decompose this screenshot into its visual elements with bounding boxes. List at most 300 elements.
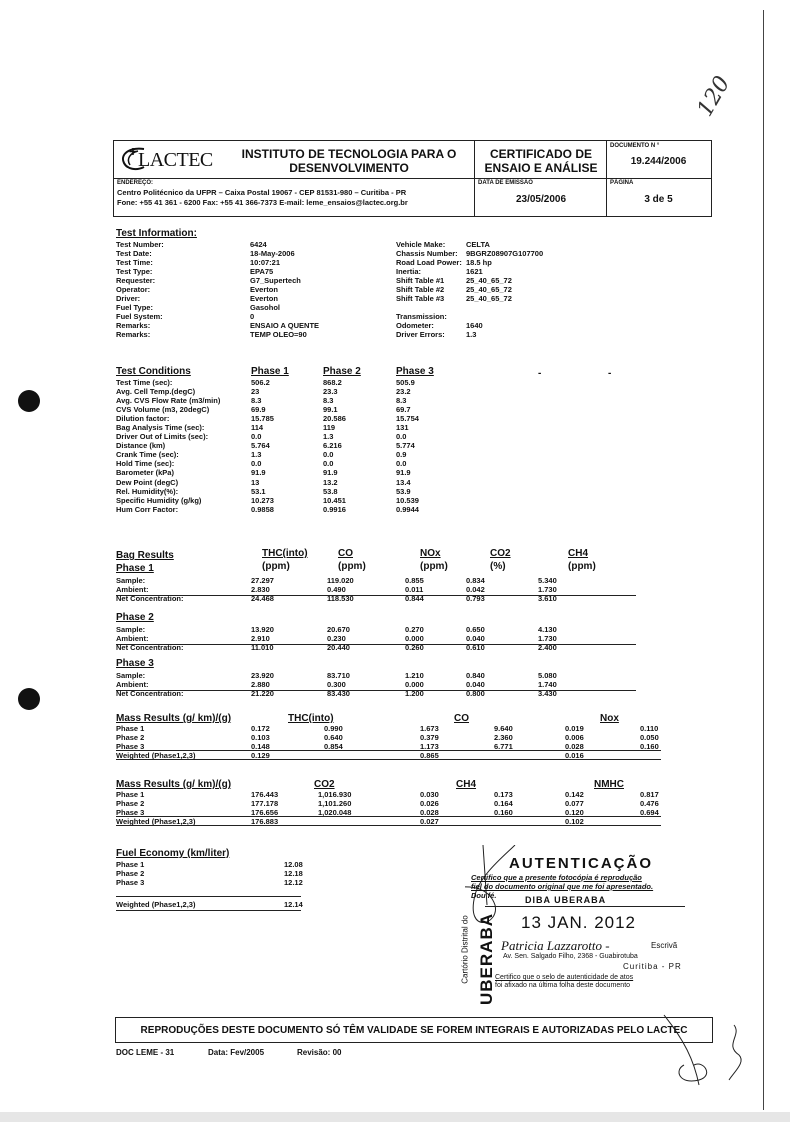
test-info-label: Odometer: xyxy=(396,321,434,331)
test-condition-value: 23.2 xyxy=(396,387,411,397)
test-condition-value: 1.3 xyxy=(323,432,334,442)
test-info-label: Vehicle Make: xyxy=(396,240,446,249)
bag-cell: 119.020 xyxy=(327,576,354,585)
test-condition-value: 13 xyxy=(251,477,260,487)
mass-column-header: Nox xyxy=(600,713,619,724)
fuel-economy-labels xyxy=(116,860,144,887)
institute-line-2: DESENVOLVIMENTO xyxy=(289,161,409,175)
mass-cell: 0.854 xyxy=(324,742,343,751)
mass-cell: 0.476 xyxy=(640,799,659,808)
test-condition-value: 91.9 xyxy=(251,468,266,478)
bag-phase-title: Phase 2 xyxy=(116,612,154,623)
mass-cell: 0.694 xyxy=(640,808,659,817)
test-condition-value: 10.539 xyxy=(396,495,419,505)
test-info-value: CELTA xyxy=(466,240,490,249)
mass-cell: 0.110 xyxy=(640,724,659,733)
test-condition-value: 53.8 xyxy=(323,486,338,496)
bag-cell: 24.468 xyxy=(251,594,274,603)
bag-cell: 0.834 xyxy=(466,576,485,585)
bag-cell: 0.800 xyxy=(466,689,485,698)
test-info-value: TEMP OLEO=90 xyxy=(250,330,307,340)
test-condition-value: 131 xyxy=(396,423,409,433)
test-info-label: Transmission: xyxy=(396,312,447,322)
mass-cell: 0.077 xyxy=(565,799,584,808)
test-condition-value: 15.754 xyxy=(396,414,419,424)
mass-row-label: Weighted (Phase1,2,3) xyxy=(116,817,196,826)
stamp-address: Av. Sen. Salgado Filho, 2368 - Guabirotuba xyxy=(503,953,638,960)
stamp-text-3: Dou fé. xyxy=(471,891,497,900)
mass-row-label: Weighted (Phase1,2,3) xyxy=(116,751,196,760)
mass-cell: 176.883 xyxy=(251,817,279,826)
address-line-1: Centro Politécnico da UFPR – Caixa Postal 19067 - CEP 81531-980 – Curitiba - PR xyxy=(117,188,407,197)
certificate-line-2: ENSAIO E ANÁLISE xyxy=(484,161,598,175)
bag-net-line xyxy=(116,644,636,645)
mass-cell: 0.102 xyxy=(565,817,584,826)
document-label: DOCUMENTO N ° xyxy=(610,143,660,149)
mass-cell: 177.178 xyxy=(251,799,279,808)
test-conditions-labels xyxy=(116,378,220,514)
bag-cell: 4.130 xyxy=(538,625,557,634)
stamp-title: AUTENTICAÇÃO xyxy=(509,855,653,872)
mass-cell: 0.103 xyxy=(251,733,270,742)
bag-cell: 118.530 xyxy=(327,594,354,603)
mass-cell: 176.656 xyxy=(251,808,279,817)
test-condition-label: Avg. CVS Flow Rate (m3/min) xyxy=(116,396,221,406)
bag-cell: 13.920 xyxy=(251,625,274,634)
mass-weighted-line-top xyxy=(116,816,661,817)
test-info-label: Remarks: xyxy=(116,330,151,340)
bag-cell: 1.210 xyxy=(405,671,424,680)
mass-cell: 1,016.930 xyxy=(318,790,352,799)
mass-row-label: Phase 1 xyxy=(116,790,145,799)
test-condition-label: Avg. Cell Temp.(degC) xyxy=(116,387,196,397)
page-label: PÁGINA xyxy=(610,180,634,186)
test-info-label xyxy=(396,303,462,312)
mass-cell: 0.026 xyxy=(420,799,439,808)
test-condition-label: Test Time (sec): xyxy=(116,378,173,387)
footer-date: Data: Fev/2005 xyxy=(208,1048,265,1057)
mass-cell: 9.640 xyxy=(494,724,513,733)
bag-column-unit: (ppm) xyxy=(262,561,290,572)
bag-column-header: THC(into) xyxy=(262,548,308,559)
mass-weighted-line-top xyxy=(116,750,661,751)
test-condition-value: 91.9 xyxy=(323,468,338,478)
test-info-value: 9BGRZ08907G107700 xyxy=(466,249,544,259)
stamp-place: DIBA UBERABA xyxy=(525,895,607,905)
bag-phase-title: Phase 1 xyxy=(116,563,154,574)
signature-bottom xyxy=(654,1010,764,1090)
test-info-value: 25_40_65_72 xyxy=(466,285,512,295)
fuel-economy-label: Phase 2 xyxy=(116,869,145,879)
mass-cell: 0.050 xyxy=(640,733,659,742)
bag-cell: 0.855 xyxy=(405,576,424,585)
phase-3-header: Phase 3 xyxy=(396,366,434,377)
mass-column-header: CO2 xyxy=(314,779,335,790)
bag-column-unit: (ppm) xyxy=(420,561,448,572)
scan-edge-line xyxy=(763,10,764,1110)
fuel-economy-values xyxy=(284,860,303,887)
test-condition-value: 69.9 xyxy=(251,405,266,415)
mass-cell: 0.142 xyxy=(565,790,584,799)
mass-row-label: Phase 3 xyxy=(116,742,145,751)
test-info-label: Fuel System: xyxy=(116,312,163,322)
mass-cell: 2.360 xyxy=(494,733,513,742)
test-info-title: Test Information: xyxy=(116,228,197,239)
mass-cell: 0.019 xyxy=(565,724,584,733)
test-condition-label: Specific Humidity (g/kg) xyxy=(116,495,202,505)
test-info-value: G7_Supertech xyxy=(250,276,301,286)
emission-date: 23/05/2006 xyxy=(515,194,567,205)
mass-column-header: NMHC xyxy=(594,779,624,790)
test-info-value xyxy=(466,312,543,321)
test-conditions-title: Test Conditions xyxy=(116,366,191,377)
test-conditions-phase-1 xyxy=(251,378,274,514)
test-condition-value: 23 xyxy=(251,387,260,397)
bag-cell: 0.040 xyxy=(466,680,485,689)
test-condition-value: 0.0 xyxy=(323,450,334,460)
test-condition-value: 0.0 xyxy=(251,432,262,442)
bag-cell: 0.793 xyxy=(466,594,485,603)
test-condition-value: 69.7 xyxy=(396,405,411,415)
mass-cell: 0.006 xyxy=(565,733,584,742)
bag-row-label: Net Concentration: xyxy=(116,643,184,652)
test-condition-value: 0.0 xyxy=(251,459,262,469)
test-info-value: 25_40_65_72 xyxy=(466,294,512,304)
dash-mark-2: - xyxy=(608,368,612,379)
test-condition-value: 13.2 xyxy=(323,477,338,487)
bag-column-header: CO2 xyxy=(490,548,511,559)
dash-mark-1: - xyxy=(538,368,542,379)
document-number: 19.244/2006 xyxy=(630,156,687,167)
bag-cell: 0.840 xyxy=(466,671,485,680)
bag-cell: 0.610 xyxy=(466,643,485,652)
fuel-weighted-value: 12.14 xyxy=(284,900,303,909)
stamp-notary: Patricia Lazzarotto - xyxy=(501,938,610,953)
punch-hole-top xyxy=(18,390,40,412)
mass-cell: 0.160 xyxy=(640,742,659,751)
bag-cell: 5.080 xyxy=(538,671,557,680)
emission-label: DATA DE EMISSÃO xyxy=(478,180,533,186)
mass-cell: 0.016 xyxy=(565,751,584,760)
mass-cell: 0.817 xyxy=(640,790,659,799)
handwritten-page-number: 120 xyxy=(692,72,736,121)
test-info-label: Shift Table #3 xyxy=(396,294,445,304)
header-box xyxy=(113,140,712,217)
stamp-date: 13 JAN. 2012 xyxy=(521,913,637,932)
bag-cell: 11.010 xyxy=(251,643,274,652)
bag-cell: 0.490 xyxy=(327,585,346,594)
bag-cell: 0.230 xyxy=(327,634,346,643)
test-info-label: Road Load Power: xyxy=(396,258,462,268)
test-condition-value: 0.0 xyxy=(396,432,407,442)
bag-cell: 1.200 xyxy=(405,689,424,698)
bag-cell: 0.042 xyxy=(466,585,485,594)
bag-cell: 2.400 xyxy=(538,643,557,652)
mass-row-label: Phase 1 xyxy=(116,724,145,733)
bag-cell: 1.730 xyxy=(538,634,557,643)
test-condition-value: 868.2 xyxy=(323,378,342,387)
mass-row-label: Phase 3 xyxy=(116,808,145,817)
test-info-left-values xyxy=(250,240,319,340)
bag-cell: 0.260 xyxy=(405,643,424,652)
test-info-value: 6424 xyxy=(250,240,267,249)
test-info-label: Operator: xyxy=(116,285,151,295)
test-condition-label: Rel. Humidity(%): xyxy=(116,486,179,496)
mass-cell: 0.640 xyxy=(324,733,343,742)
stamp-cert-1: Certifico que o selo de autenticidade de atos xyxy=(495,974,634,981)
test-condition-label: Distance (km) xyxy=(116,441,166,451)
fuel-weighted-label: Weighted (Phase1,2,3) xyxy=(116,900,196,909)
mass-column-header: CH4 xyxy=(456,779,477,790)
test-info-label: Remarks: xyxy=(116,321,151,331)
institute-line-1: INSTITUTO DE TECNOLOGIA PARA O xyxy=(241,147,457,161)
bag-cell: 0.000 xyxy=(405,634,424,643)
test-info-value: 25_40_65_72 xyxy=(466,276,512,286)
authentication-stamp xyxy=(460,845,695,1005)
bag-cell: 20.440 xyxy=(327,643,350,652)
test-info-right-values xyxy=(466,240,543,340)
bag-column-header: CH4 xyxy=(568,548,589,559)
test-condition-value: 13.4 xyxy=(396,477,411,487)
test-condition-label: Dew Point (degC) xyxy=(116,477,179,487)
test-condition-value: 53.9 xyxy=(396,486,411,496)
mass-cell: 0.028 xyxy=(565,742,584,751)
fuel-economy-label: Phase 1 xyxy=(116,860,145,869)
fuel-economy-value: 12.12 xyxy=(284,878,303,888)
test-condition-label: CVS Volume (m3, 20degC) xyxy=(116,405,210,415)
bag-cell: 0.270 xyxy=(405,625,424,634)
test-info-value: 1621 xyxy=(466,267,483,277)
test-condition-label: Crank Time (sec): xyxy=(116,450,179,460)
test-info-label: Test Type: xyxy=(116,267,153,277)
mass-cell: 0.172 xyxy=(251,724,270,733)
bag-cell: 0.844 xyxy=(405,594,424,603)
mass-cell: 0.027 xyxy=(420,817,439,826)
mass-cell: 1,020.048 xyxy=(318,808,352,817)
test-condition-value: 0.9916 xyxy=(323,504,346,514)
test-condition-value: 0.9944 xyxy=(396,504,419,514)
stamp-cert-2: foi afixado na última folha deste documento xyxy=(495,982,631,989)
footer-doc: DOC LEME - 31 xyxy=(116,1048,175,1057)
test-info-label: Driver Errors: xyxy=(396,330,445,340)
bag-results-title: Bag Results xyxy=(116,550,174,561)
test-condition-label: Driver Out of Limits (sec): xyxy=(116,432,209,442)
bag-cell: 0.300 xyxy=(327,680,346,689)
test-condition-value: 1.3 xyxy=(251,450,262,460)
test-info-label: Inertia: xyxy=(396,267,422,277)
test-condition-value: 8.3 xyxy=(396,396,407,406)
bag-row-label: Net Concentration: xyxy=(116,689,184,698)
test-condition-value: 15.785 xyxy=(251,414,274,424)
stamp-text-2: fiel do documento original que me foi apresentado. xyxy=(471,882,654,891)
address-line-2: Fone: +55 41 361 - 6200 Fax: +55 41 366-7373 E-mail: leme_ensaios@lactec.org.br xyxy=(117,198,408,207)
test-condition-value: 91.9 xyxy=(396,468,411,478)
bag-cell: 83.430 xyxy=(327,689,350,698)
test-info-value: Everton xyxy=(250,285,278,295)
test-condition-value: 0.0 xyxy=(396,459,407,469)
fuel-economy-value: 12.08 xyxy=(284,860,303,869)
bag-column-unit: (ppm) xyxy=(338,561,366,572)
footer-notice: REPRODUÇÕES DESTE DOCUMENTO SÓ TÊM VALIDADE SE FOREM INTEGRAIS E AUTORIZADAS PELO LACTEC xyxy=(140,1024,688,1036)
bag-cell: 0.650 xyxy=(466,625,485,634)
test-info-value: 18.5 hp xyxy=(466,258,492,268)
test-info-label: Shift Table #1 xyxy=(396,276,445,286)
mass-row-label: Phase 2 xyxy=(116,733,145,742)
bag-net-line xyxy=(116,595,636,596)
test-conditions-phase-2 xyxy=(323,378,346,514)
lactec-logo xyxy=(118,144,228,176)
test-info-label: Test Time: xyxy=(116,258,153,268)
mass-cell: 1,101.260 xyxy=(318,799,352,808)
test-condition-value: 505.9 xyxy=(396,378,415,387)
test-condition-label: Bag Analysis Time (sec): xyxy=(116,423,205,433)
test-info-left-labels xyxy=(116,240,164,340)
mass-cell: 0.865 xyxy=(420,751,439,760)
bag-row-label: Ambient: xyxy=(116,680,149,689)
test-condition-value: 6.216 xyxy=(323,441,342,451)
bag-cell: 0.040 xyxy=(466,634,485,643)
mass-cell: 1.673 xyxy=(420,724,439,733)
footer-revision: Revisão: 00 xyxy=(297,1048,342,1057)
mass-cell: 0.148 xyxy=(251,742,270,751)
test-info-value: 1.3 xyxy=(466,330,477,340)
mass-weighted-line-bottom xyxy=(116,825,661,826)
mass-cell: 0.160 xyxy=(494,808,513,817)
certificate-line-1: CERTIFICADO DE xyxy=(490,147,592,161)
test-condition-value: 10.451 xyxy=(323,495,346,505)
bag-cell: 27.297 xyxy=(251,576,274,585)
test-condition-value: 8.3 xyxy=(251,396,262,406)
test-info-value: ENSAIO A QUENTE xyxy=(250,321,320,331)
test-info-label: Requester: xyxy=(116,276,156,286)
scan-bottom-edge xyxy=(0,1112,790,1122)
punch-hole-bottom xyxy=(18,688,40,710)
test-condition-value: 5.764 xyxy=(251,441,270,451)
bag-row-label: Ambient: xyxy=(116,585,149,594)
mass-weighted-line-bottom xyxy=(116,759,661,760)
certificate-title xyxy=(476,147,606,175)
fuel-weighted-line-top xyxy=(116,896,301,897)
mass-cell: 6.771 xyxy=(494,742,513,751)
test-info-value: 10:07:21 xyxy=(250,258,281,268)
bag-row-label: Sample: xyxy=(116,625,146,634)
stamp-place-line xyxy=(485,906,685,907)
fuel-weighted-line-bottom xyxy=(116,910,301,911)
bag-column-unit: (ppm) xyxy=(568,561,596,572)
fuel-economy-value: 12.18 xyxy=(284,869,303,879)
bag-cell: 20.670 xyxy=(327,625,350,634)
fuel-economy-label: Phase 3 xyxy=(116,878,145,888)
bag-cell: 21.220 xyxy=(251,689,274,698)
test-condition-value: 20.586 xyxy=(323,414,346,424)
test-condition-value: 8.3 xyxy=(323,396,334,406)
bag-cell: 1.730 xyxy=(538,585,557,594)
logo-text: LACTEC xyxy=(138,149,213,171)
mass-row-label: Phase 2 xyxy=(116,799,145,808)
mass-cell: 0.164 xyxy=(494,799,513,808)
footer-notice-box xyxy=(115,1017,713,1043)
bag-column-unit: (%) xyxy=(490,561,506,572)
fuel-economy-title: Fuel Economy (km/liter) xyxy=(116,848,230,859)
test-condition-value: 0.9858 xyxy=(251,504,274,514)
phase-2-header: Phase 2 xyxy=(323,366,361,377)
bag-cell: 2.830 xyxy=(251,585,270,594)
test-condition-value: 5.774 xyxy=(396,441,415,451)
mass-results-title: Mass Results (g/ km)/(g) xyxy=(116,779,232,790)
stamp-city: Curitiba - PR xyxy=(623,962,682,971)
test-condition-value: 23.3 xyxy=(323,387,338,397)
test-info-right-labels xyxy=(396,240,462,340)
test-info-value: Everton xyxy=(250,294,278,304)
test-condition-value: 506.2 xyxy=(251,378,270,387)
mass-cell: 0.129 xyxy=(251,751,270,760)
test-info-label: Driver: xyxy=(116,294,141,304)
page-value: 3 de 5 xyxy=(644,194,673,205)
institute-name xyxy=(229,147,469,175)
mass-column-header: THC(into) xyxy=(288,713,334,724)
test-info-value: EPA75 xyxy=(250,267,274,277)
bag-row-label: Sample: xyxy=(116,576,146,585)
test-condition-value: 114 xyxy=(251,423,264,433)
test-condition-value: 0.9 xyxy=(396,450,407,460)
mass-cell: 1.173 xyxy=(420,742,439,751)
mass-cell: 0.120 xyxy=(565,808,584,817)
bag-net-line xyxy=(116,690,636,691)
stamp-side-text: Cartório Distrital do xyxy=(460,915,470,984)
bag-cell: 5.340 xyxy=(538,576,557,585)
stamp-text-1: Certifico que a presente fotocópia é reprodução xyxy=(471,873,642,882)
address-label: ENDEREÇO: xyxy=(117,180,154,186)
test-info-value: 0 xyxy=(250,312,255,322)
test-info-value: 18-May-2006 xyxy=(250,249,295,259)
mass-cell: 0.990 xyxy=(324,724,343,733)
bag-column-header: NOx xyxy=(420,548,441,559)
mass-cell: 0.030 xyxy=(420,790,439,799)
test-condition-value: 0.0 xyxy=(323,459,334,469)
test-info-label: Chassis Number: xyxy=(396,249,458,259)
bag-cell: 3.430 xyxy=(538,689,557,698)
mass-column-header: CO xyxy=(454,713,469,724)
test-condition-value: 99.1 xyxy=(323,405,338,415)
test-info-label: Test Number: xyxy=(116,240,164,249)
mass-cell: 0.173 xyxy=(494,790,513,799)
test-condition-value: 10.273 xyxy=(251,495,274,505)
test-condition-label: Hum Corr Factor: xyxy=(116,504,179,514)
bag-cell: 2.880 xyxy=(251,680,270,689)
mass-cell: 0.028 xyxy=(420,808,439,817)
bag-cell: 0.011 xyxy=(405,585,424,594)
bag-phase-title: Phase 3 xyxy=(116,658,154,669)
test-info-value xyxy=(466,303,543,312)
test-condition-value: 119 xyxy=(323,423,336,433)
test-condition-label: Hold Time (sec): xyxy=(116,459,175,469)
bag-cell: 23.920 xyxy=(251,671,274,680)
bag-row-label: Net Concentration: xyxy=(116,594,184,603)
bag-cell: 0.000 xyxy=(405,680,424,689)
test-condition-label: Dilution factor: xyxy=(116,414,170,424)
test-info-value: Gasohol xyxy=(250,303,281,313)
bag-cell: 3.610 xyxy=(538,594,557,603)
bag-row-label: Ambient: xyxy=(116,634,149,643)
test-info-label: Fuel Type: xyxy=(116,303,153,313)
test-info-value: 1640 xyxy=(466,321,483,331)
mass-cell: 0.379 xyxy=(420,733,439,742)
test-condition-label: Barometer (kPa) xyxy=(116,468,174,478)
test-condition-value: 53.1 xyxy=(251,486,266,496)
mass-results-title: Mass Results (g/ km)/(g) xyxy=(116,713,232,724)
bag-column-header: CO xyxy=(338,548,353,559)
stamp-side-big: UBERABA xyxy=(477,913,496,1005)
